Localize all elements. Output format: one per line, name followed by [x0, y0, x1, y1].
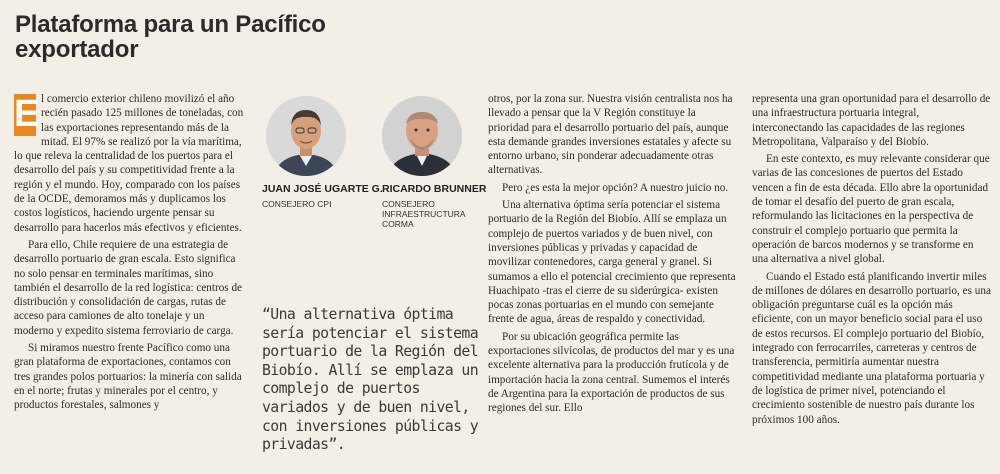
paragraph: otros, por la zona sur. Nuestra visión centralista nos ha llevado a pensar que la V Región constituye la prioridad para el desarrollo portuario del país, aunque esta demande grandes inversiones estatales y afecte su entorno urbano, sin ponderar adecuadamente otras alternativas.	[488, 93, 733, 177]
article-headline	[15, 12, 326, 62]
paragraph	[14, 92, 246, 235]
paragraph: Cuando el Estado está planificando invertir miles de millones de dólares en desarrollo portuario, es una obligación preguntarse cuál es la opción más eficiente, con un mayor beneficio social para el uso de estos recursos. El complejo portuario del Biobío, integrado con ferrocarriles, carreteras y centros de transferencia, permitiría aumentar nuestra competitividad mediante una plataforma portuaria y de logística de primer nivel, potenciando el crecimiento sostenible de nuestro país durante los próximos 100 años.	[752, 270, 991, 426]
author-name: JUAN JOSÉ UGARTE G.	[262, 183, 383, 195]
pull-quote: “Una alternativa óptima sería potenciar el sistema portuario de la Región del Biobío. Allí se emplaza un complejo de puertos variados y de buen nivel, con inversiones públicas y privadas”.	[262, 306, 479, 454]
paragraph-text: l comercio exterior chileno movilizó el año recién pasado 125 millones de toneladas, con las exportaciones representando más de la mitad. El 97% se realizó por la vía marítima, lo que releva la centralidad de los puertos para el desarrollo del país y su competitividad frente a la región y el mundo. Hoy, comparado con los países de la OCDE, demoramos más y duplicamos los costos logísticos, haciendo urgente pensar su desarrollo para hacerlos más efectivos y eficientes.	[14, 93, 244, 234]
article-column-1	[14, 92, 246, 416]
paragraph: Por su ubicación geográfica permite las exportaciones silvícolas, de productos del mar y es una excelente alternativa para la producción frutícola y de importación hacia la zona central. Sumemos el interés de Argentina para la exportación de productos de sus regiones del sur. Ello	[488, 330, 735, 415]
author-byline-brunner	[382, 183, 486, 229]
paragraph: En este contexto, es muy relevante considerar que varias de las concesiones de puertos del Estado vencen a fin de esta década. Ello abre la oportunidad de tomar el desafío del puerto de gran escala, reformulando las licitaciones en la perspectiva de construir el complejo portuario que permita la operación de barcos modernos y se transforme en una alternativa a nivel global.	[752, 153, 990, 266]
paragraph: Una alternativa óptima sería potenciar el sistema portuario de la Región del Biobío. Allí se emplaza un complejo de puertos variados y de buen nivel, con inversiones públicas y privadas y capacidad de movilizar contenedores, carga general y granel. Si sumamos a ello el potencial crecimiento que representa Huachipato -tras el cierre de su siderúrgica- existen pocas zonas portuarias en el mundo con semejante frente de agua, áreas de respaldo y conectividad.	[488, 199, 736, 326]
author-role: CONSEJERO CPI	[262, 199, 332, 209]
paragraph: representa una gran oportunidad para el desarrollo de una infraestructura portuaria integral, interconectando las capacidades de las regiones Metropolitana, Valparaíso y del Biobío.	[752, 93, 991, 148]
author-byline-ugarte	[262, 183, 383, 209]
article-column-4	[752, 92, 992, 430]
author-photo-brunner	[382, 96, 462, 176]
article-column-3	[488, 92, 736, 419]
author-photo-ugarte	[266, 96, 346, 176]
paragraph: Si miramos nuestro frente Pacífico como una gran plataforma de exportaciones, contamos con tres grandes polos portuarios: la minería con salida en el norte; frutas y minerales por el centro, y productos forestales, salmones y	[14, 342, 242, 412]
headline-line-2: exportador	[15, 36, 139, 63]
headline-line-1: Plataforma para un Pacífico	[15, 11, 326, 38]
author-name: RICARDO BRUNNER	[382, 183, 487, 195]
drop-cap: E	[14, 93, 40, 135]
paragraph: Para ello, Chile requiere de una estrategia de desarrollo portuario de gran escala. Esto significa no solo pensar en terminales marítimas, sino también el desarrollo de la red logística: centros de distribución y consolidación de cargas, rutas de acceso para camiones de alto tonelaje y un moderno y expedito sistema ferroviario de carga.	[14, 238, 243, 337]
paragraph: Pero ¿es esta la mejor opción? A nuestro juicio no.	[502, 181, 729, 194]
author-role: CONSEJERO INFRAESTRUCTURA CORMA	[382, 199, 466, 229]
